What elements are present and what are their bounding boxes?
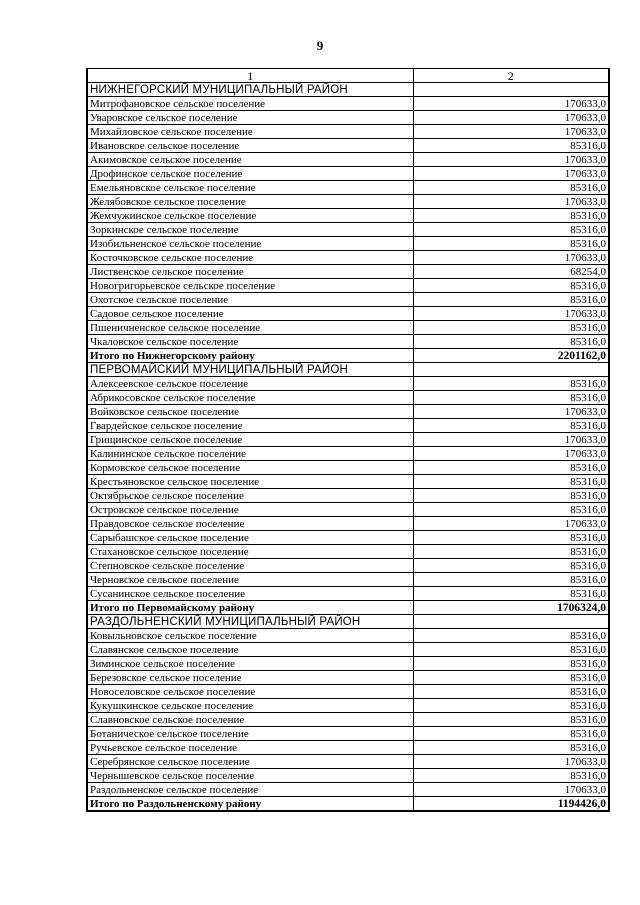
amount-cell: 85316,0 <box>413 503 609 517</box>
table-row <box>87 209 609 223</box>
table-row <box>87 783 609 797</box>
amount-cell: 85316,0 <box>413 545 609 559</box>
amount-cell: 85316,0 <box>413 181 609 195</box>
settlement-name: Ручьевское сельское поселение <box>87 741 413 755</box>
amount-cell: 170633,0 <box>413 153 609 167</box>
settlement-name: Акимовское сельское поселение <box>87 153 413 167</box>
table-row <box>87 517 609 531</box>
table-row <box>87 503 609 517</box>
amount-cell: 85316,0 <box>413 335 609 349</box>
amount-cell: 85316,0 <box>413 223 609 237</box>
amount-cell: 170633,0 <box>413 125 609 139</box>
table-row <box>87 671 609 685</box>
settlement-name: Кормовское сельское поселение <box>87 461 413 475</box>
amount-cell: 85316,0 <box>413 629 609 643</box>
table-row <box>87 167 609 181</box>
settlement-name: Войковское сельское поселение <box>87 405 413 419</box>
amount-cell: 85316,0 <box>413 475 609 489</box>
amount-cell: 170633,0 <box>413 447 609 461</box>
settlement-name: Серебрянское сельское поселение <box>87 755 413 769</box>
table-row <box>87 531 609 545</box>
settlement-name: Емельяновское сельское поселение <box>87 181 413 195</box>
amount-cell <box>413 83 609 97</box>
settlement-name: Грищинское сельское поселение <box>87 433 413 447</box>
settlement-name: Алексеевское сельское поселение <box>87 377 413 391</box>
settlement-name: Лиственское сельское поселение <box>87 265 413 279</box>
table-row <box>87 321 609 335</box>
settlement-name: Березовское сельское поселение <box>87 671 413 685</box>
settlement-name: Михайловское сельское поселение <box>87 125 413 139</box>
amount-cell: 85316,0 <box>413 391 609 405</box>
total-row <box>87 797 609 812</box>
amount-cell: 85316,0 <box>413 461 609 475</box>
settlement-name: Чернышевское сельское поселение <box>87 769 413 783</box>
settlement-name: Черновское сельское поселение <box>87 573 413 587</box>
amount-cell: 85316,0 <box>413 573 609 587</box>
amount-cell: 85316,0 <box>413 699 609 713</box>
total-label: Итого по Раздольненскому району <box>87 797 413 812</box>
table-row <box>87 713 609 727</box>
amount-cell: 85316,0 <box>413 685 609 699</box>
total-row <box>87 601 609 615</box>
settlement-name: Сарыбашское сельское поселение <box>87 531 413 545</box>
settlement-name: Садовое сельское поселение <box>87 307 413 321</box>
amount-cell: 170633,0 <box>413 307 609 321</box>
amount-cell: 170633,0 <box>413 405 609 419</box>
total-label: Итого по Нижнегорскому району <box>87 349 413 363</box>
settlement-name: Дрофинское сельское поселение <box>87 167 413 181</box>
amount-cell: 68254,0 <box>413 265 609 279</box>
settlement-name: Сусанинское сельское поселение <box>87 587 413 601</box>
total-amount: 1194426,0 <box>413 797 609 812</box>
amount-cell: 170633,0 <box>413 783 609 797</box>
settlement-name: Степновское сельское поселение <box>87 559 413 573</box>
settlement-name: Чкаловское сельское поселение <box>87 335 413 349</box>
table-row <box>87 419 609 433</box>
amount-cell: 85316,0 <box>413 419 609 433</box>
table-row <box>87 741 609 755</box>
amount-cell: 85316,0 <box>413 587 609 601</box>
table-row <box>87 573 609 587</box>
amount-cell: 85316,0 <box>413 279 609 293</box>
section-header-row <box>87 83 609 97</box>
amount-cell: 170633,0 <box>413 755 609 769</box>
page-number: 9 <box>316 38 324 53</box>
table-row <box>87 769 609 783</box>
table-row <box>87 251 609 265</box>
settlement-name: Кукушкинское сельское поселение <box>87 699 413 713</box>
table-row <box>87 447 609 461</box>
settlement-name: Пшеничненское сельское поселение <box>87 321 413 335</box>
table-body <box>87 69 609 812</box>
table-row <box>87 643 609 657</box>
settlement-name: Ковыльновское сельское поселение <box>87 629 413 643</box>
section-header-row <box>87 363 609 377</box>
amount-cell: 85316,0 <box>413 321 609 335</box>
amount-cell: 85316,0 <box>413 713 609 727</box>
table-header-row <box>87 69 609 83</box>
settlement-name: Гвардейское сельское поселение <box>87 419 413 433</box>
table-row <box>87 97 609 111</box>
table-row <box>87 755 609 769</box>
table-row <box>87 587 609 601</box>
amount-cell: 85316,0 <box>413 769 609 783</box>
table-row <box>87 307 609 321</box>
settlement-name: Славянское сельское поселение <box>87 643 413 657</box>
settlement-name: Митрофановское сельское поселение <box>87 97 413 111</box>
district-name: ПЕРВОМАЙСКИЙ МУНИЦИПАЛЬНЫЙ РАЙОН <box>87 363 413 377</box>
amount-cell: 85316,0 <box>413 139 609 153</box>
total-row <box>87 349 609 363</box>
settlement-name: Октябрьское сельское поселение <box>87 489 413 503</box>
amount-cell: 170633,0 <box>413 167 609 181</box>
settlement-name: Новоселовское сельское поселение <box>87 685 413 699</box>
section-header-row <box>87 615 609 629</box>
table-row <box>87 391 609 405</box>
table-row <box>87 195 609 209</box>
amount-cell: 85316,0 <box>413 531 609 545</box>
amount-cell <box>413 615 609 629</box>
table-row <box>87 293 609 307</box>
total-amount: 2201162,0 <box>413 349 609 363</box>
settlement-name: Ботаническое сельское поселение <box>87 727 413 741</box>
amount-cell: 85316,0 <box>413 209 609 223</box>
amount-cell: 170633,0 <box>413 517 609 531</box>
table-row <box>87 237 609 251</box>
table-row <box>87 489 609 503</box>
settlement-name: Зиминское сельское поселение <box>87 657 413 671</box>
amount-cell <box>413 363 609 377</box>
amount-cell: 85316,0 <box>413 657 609 671</box>
table-row <box>87 265 609 279</box>
settlement-name: Охотское сельское поселение <box>87 293 413 307</box>
settlement-name: Стахановское сельское поселение <box>87 545 413 559</box>
amount-cell: 85316,0 <box>413 237 609 251</box>
settlement-name: Славновское сельское поселение <box>87 713 413 727</box>
amount-cell: 85316,0 <box>413 559 609 573</box>
settlement-name: Жемчужинское сельское поселение <box>87 209 413 223</box>
table-row <box>87 139 609 153</box>
amount-cell: 85316,0 <box>413 741 609 755</box>
amount-cell: 170633,0 <box>413 251 609 265</box>
table-row <box>87 223 609 237</box>
amount-cell: 170633,0 <box>413 433 609 447</box>
settlement-name: Правдовское сельское поселение <box>87 517 413 531</box>
district-name: НИЖНЕГОРСКИЙ МУНИЦИПАЛЬНЫЙ РАЙОН <box>87 83 413 97</box>
table-row <box>87 279 609 293</box>
table-row <box>87 545 609 559</box>
amount-cell: 170633,0 <box>413 195 609 209</box>
column-header-1: 1 <box>87 69 413 83</box>
amount-cell: 85316,0 <box>413 643 609 657</box>
table-row <box>87 559 609 573</box>
table-row <box>87 433 609 447</box>
table-row <box>87 727 609 741</box>
table-row <box>87 629 609 643</box>
table-row <box>87 181 609 195</box>
settlement-name: Калининское сельское поселение <box>87 447 413 461</box>
settlement-name: Ивановское сельское поселение <box>87 139 413 153</box>
amount-cell: 85316,0 <box>413 727 609 741</box>
amount-cell: 85316,0 <box>413 293 609 307</box>
amount-cell: 85316,0 <box>413 377 609 391</box>
allocation-table <box>86 68 610 812</box>
table-row <box>87 335 609 349</box>
table-row <box>87 699 609 713</box>
table-row <box>87 125 609 139</box>
table-row <box>87 657 609 671</box>
total-amount: 1706324,0 <box>413 601 609 615</box>
settlement-name: Островское сельское поселение <box>87 503 413 517</box>
settlement-name: Зоркинское сельское поселение <box>87 223 413 237</box>
table-row <box>87 475 609 489</box>
settlement-name: Абрикосовское сельское поселение <box>87 391 413 405</box>
table-row <box>87 685 609 699</box>
table-row <box>87 405 609 419</box>
settlement-name: Уваровское сельское поселение <box>87 111 413 125</box>
table-row <box>87 377 609 391</box>
settlement-name: Косточковское сельское поселение <box>87 251 413 265</box>
amount-cell: 85316,0 <box>413 489 609 503</box>
table-row <box>87 461 609 475</box>
table-row <box>87 153 609 167</box>
amount-cell: 85316,0 <box>413 671 609 685</box>
total-label: Итого по Первомайскому району <box>87 601 413 615</box>
settlement-name: Желябовское сельское поселение <box>87 195 413 209</box>
amount-cell: 170633,0 <box>413 111 609 125</box>
table-row <box>87 111 609 125</box>
amount-cell: 170633,0 <box>413 97 609 111</box>
settlement-name: Раздольненское сельское поселение <box>87 783 413 797</box>
settlement-name: Новогригорьевское сельское поселение <box>87 279 413 293</box>
settlement-name: Изобильненское сельское поселение <box>87 237 413 251</box>
settlement-name: Крестьяновское сельское поселение <box>87 475 413 489</box>
column-header-2: 2 <box>413 69 609 83</box>
district-name: РАЗДОЛЬНЕНСКИЙ МУНИЦИПАЛЬНЫЙ РАЙОН <box>87 615 413 629</box>
